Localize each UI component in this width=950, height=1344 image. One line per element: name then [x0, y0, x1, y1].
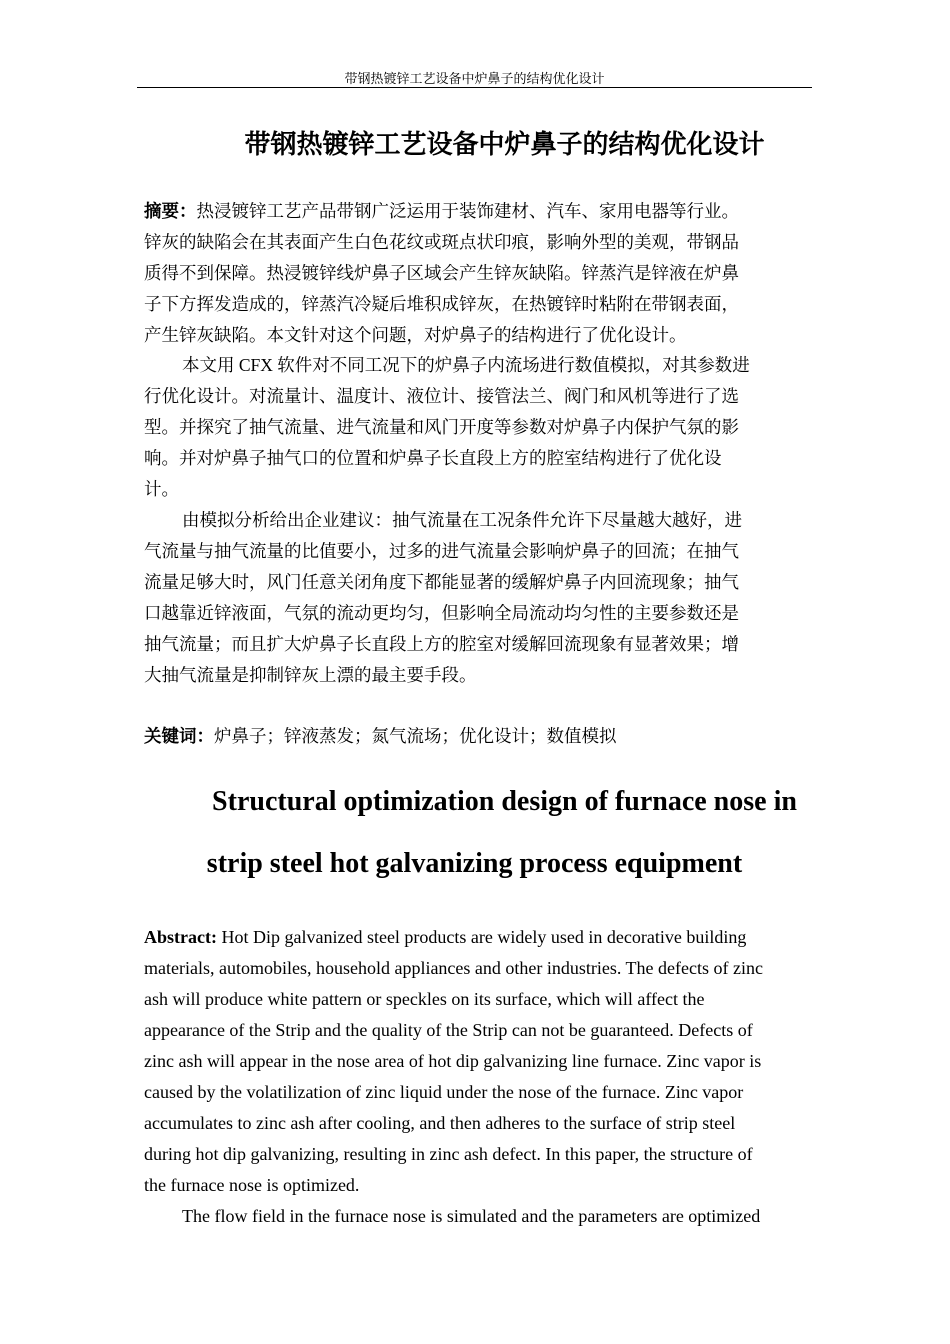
- abstract-cn-line: 行优化设计。对流量计、温度计、液位计、接管法兰、阀门和风机等进行了选: [144, 386, 739, 406]
- abstract-en-line: during hot dip galvanizing, resulting in zinc ash defect. In this paper, the structure of: [144, 1144, 753, 1164]
- abstract-cn-line: 大抽气流量是抑制锌灰上漂的最主要手段。: [144, 665, 477, 685]
- abstract-cn-line: 抽气流量；而且扩大炉鼻子长直段上方的腔室对缓解回流现象有显著效果；增: [144, 634, 739, 654]
- abstract-en-line: the furnace nose is optimized.: [144, 1175, 360, 1195]
- abstract-cn-line: 产生锌灰缺陷。本文针对这个问题，对炉鼻子的结构进行了优化设计。: [144, 325, 687, 345]
- abstract-cn-line: 计。: [144, 479, 179, 499]
- text: 热浸镀锌工艺产品带钢广泛运用于装饰建材、汽车、家用电器等行业。: [196, 201, 739, 221]
- abstract-cn-line: 气流量与抽气流量的比值要小，过多的进气流量会影响炉鼻子的回流；在抽气: [144, 541, 739, 561]
- keywords-cn-label: 关键词：: [144, 726, 214, 746]
- abstract-en-line: zinc ash will appear in the nose area of hot dip galvanizing line furnace. Zinc vapor is: [144, 1051, 762, 1071]
- english-title-line: strip steel hot galvanizing process equipment: [206, 848, 743, 879]
- page-title: 带钢热镀锌工艺设备中炉鼻子的结构优化设计: [244, 129, 765, 159]
- text: Hot Dip galvanized steel products are widely used in decorative building: [216, 927, 747, 947]
- abstract-cn-line: 子下方挥发造成的，锌蒸汽冷疑后堆积成锌灰，在热镀锌时粘附在带钢表面，: [144, 294, 739, 314]
- abstract-en-line: ash will produce white pattern or speckles on its surface, which will affect the: [144, 989, 705, 1009]
- abstract-en-line: The flow field in the furnace nose is simulated and the parameters are optimized: [182, 1206, 761, 1226]
- abstract-cn-line: 锌灰的缺陷会在其表面产生白色花纹或斑点状印痕，影响外型的美观，带钢品: [144, 232, 739, 252]
- abstract-en-line: materials, automobiles, household appliances and other industries. The defects of zinc: [144, 958, 763, 978]
- abstract-cn-line: 由模拟分析给出企业建议：抽气流量在工况条件允许下尽量越大越好，进: [182, 510, 742, 530]
- abstract-cn-line: 流量足够大时，风门任意关闭角度下都能显著的缓解炉鼻子内回流现象；抽气: [144, 572, 739, 592]
- abstract-en-line: accumulates to zinc ash after cooling, and then adheres to the surface of strip steel: [144, 1113, 736, 1133]
- abstract-en-line: [144, 922, 809, 953]
- abstract-en-line: caused by the volatilization of zinc liquid under the nose of the furnace. Zinc vapor: [144, 1082, 744, 1102]
- abstract-en-label: Abstract:: [144, 927, 217, 947]
- header-divider: [137, 87, 812, 88]
- english-title-line: Structural optimization design of furnace nose in: [212, 786, 797, 817]
- abstract-cn-line: [144, 196, 804, 227]
- keywords-cn-text: 炉鼻子；锌液蒸发；氮气流场；优化设计；数值模拟: [214, 726, 617, 746]
- running-header: 带钢热镀锌工艺设备中炉鼻子的结构优化设计: [344, 71, 605, 86]
- abstract-cn-label: 摘要：: [144, 201, 197, 221]
- abstract-cn-line: 口越靠近锌液面，气氛的流动更均匀，但影响全局流动均匀性的主要参数还是: [144, 603, 739, 623]
- abstract-en-line: appearance of the Strip and the quality of the Strip can not be guaranteed. Defects of: [144, 1020, 753, 1040]
- abstract-cn-line: 本文用 CFX 软件对不同工况下的炉鼻子内流场进行数值模拟，对其参数进: [182, 355, 750, 375]
- abstract-cn-line: 质得不到保障。热浸镀锌线炉鼻子区域会产生锌灰缺陷。锌蒸汽是锌液在炉鼻: [144, 263, 739, 283]
- keywords-cn: [144, 721, 804, 752]
- abstract-cn-line: 响。并对炉鼻子抽气口的位置和炉鼻子长直段上方的腔室结构进行了优化设: [144, 448, 722, 468]
- abstract-cn-line: 型。并探究了抽气流量、进气流量和风门开度等参数对炉鼻子内保护气氛的影: [144, 417, 739, 437]
